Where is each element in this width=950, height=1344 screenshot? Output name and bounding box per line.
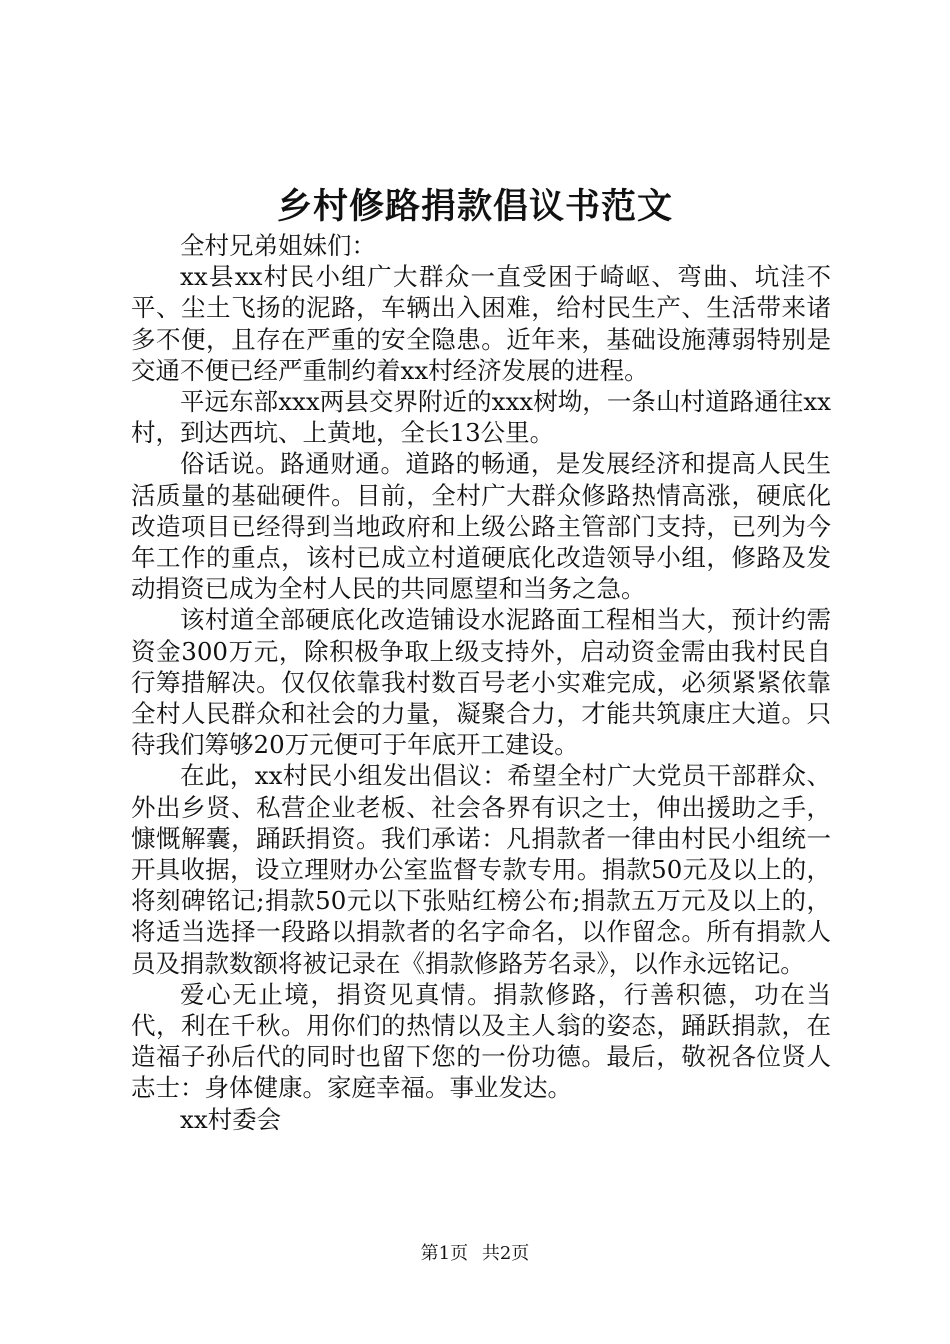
paragraph: 平远东部xxx两县交界附近的xxx树坳，一条山村道路通往xx村，到达西坑、上黄地，全长13公里。 — [131, 387, 831, 448]
document-body — [131, 230, 831, 1135]
paragraph: xx县xx村民小组广大群众一直受困于崎岖、弯曲、坑洼不平、尘土飞扬的泥路，车辆出入困难，给村民生产、生活带来诸多不便，且存在严重的安全隐患。近年来，基础设施薄弱特别是交通不便已经严重制约着xx村经济发展的进程。 — [131, 262, 831, 385]
paragraph: 爱心无止境，捐资见真情。捐款修路，行善积德，功在当代，利在千秋。用你们的热情以及主人翁的姿态，踊跃捐款，在造福子孙后代的同时也留下您的一份功德。最后，敬祝各位贤人志士：身体健康。家庭幸福。事业发达。 — [131, 979, 831, 1103]
document-title: 乡村修路捐款倡议书范文 — [276, 186, 673, 227]
signature: xx村委会 — [180, 1104, 282, 1134]
paragraph: 俗话说。路通财通。道路的畅通，是发展经济和提高人民生活质量的基础硬件。目前，全村广大群众修路热情高涨，硬底化改造项目已经得到当地政府和上级公路主管部门支持，已列为今年工作的重点，该村已成立村道硬底化改造领导小组，修路及发动捐资已成为全村人民的共同愿望和当务之急。 — [131, 449, 831, 604]
salutation: 全村兄弟姐妹们： — [180, 231, 376, 260]
paragraph: 在此，xx村民小组发出倡议：希望全村广大党员干部群众、外出乡贤、私营企业老板、社会各界有识之士，伸出援助之手，慷慨解囊，踊跃捐资。我们承诺：凡捐款者一律由村民小组统一开具收据，设立理财办公室监督专款专用。捐款50元及以上的，将刻碑铭记;捐款50元以下张贴红榜公布;捐款五万元及以上的，将适当选择一段路以捐款者的名字命名，以作留念。所有捐款人员及捐款数额将被记录在《捐款修路芳名录》，以作永远铭记。 — [131, 761, 831, 978]
page-footer — [0, 1242, 950, 1266]
paragraph: 该村道全部硬底化改造铺设水泥路面工程相当大，预计约需资金300万元，除积极争取上级支持外，启动资金需由我村民自行筹措解决。仅仅依靠我村数百号老小实难完成，必须紧紧依靠全村人民群众和社会的力量，凝聚合力，才能共筑康庄大道。只待我们筹够20万元便可于年底开工建设。 — [131, 605, 831, 760]
page-total: 共2页 — [481, 1243, 530, 1264]
page-number: 第1页 — [420, 1243, 469, 1264]
